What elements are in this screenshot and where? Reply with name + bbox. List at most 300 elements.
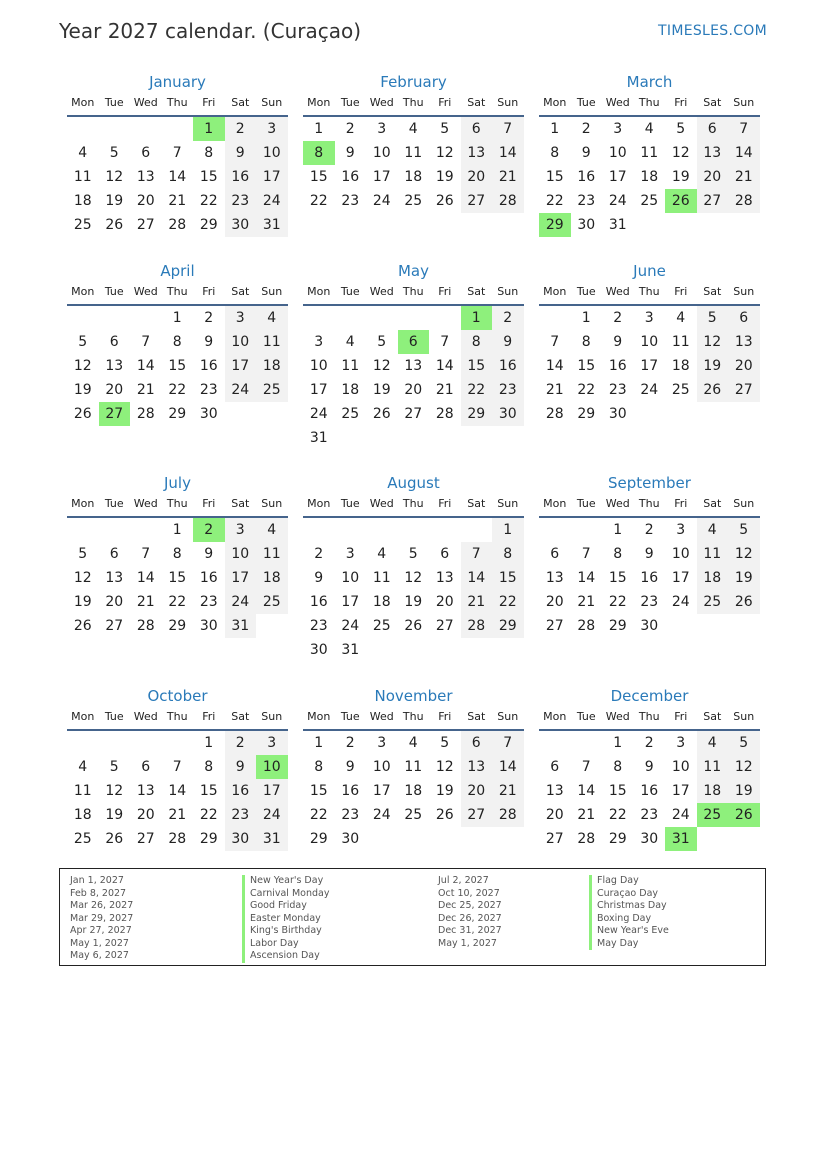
day-cell[interactable]: 21 [461, 590, 493, 614]
day-cell[interactable]: 13 [105, 570, 124, 586]
day-cell[interactable]: 9 [314, 570, 324, 586]
day-cell[interactable]: 11 [697, 542, 729, 566]
day-cell[interactable]: 15 [492, 566, 524, 590]
day-cell[interactable]: 14 [136, 570, 155, 586]
day-cell[interactable]: 16 [640, 570, 659, 586]
day-cell[interactable]: 12 [73, 358, 92, 374]
day-cell[interactable]: 19 [105, 193, 124, 209]
day-cell[interactable]: 6 [461, 117, 493, 141]
day-cell[interactable]: 26 [697, 378, 729, 402]
day-cell[interactable]: 1 [613, 735, 623, 751]
day-cell[interactable]: 17 [256, 165, 288, 189]
day-cell[interactable]: 23 [199, 594, 218, 610]
day-cell[interactable]: 10 [225, 330, 257, 354]
day-cell[interactable]: 21 [492, 165, 524, 189]
day-cell[interactable]: 13 [435, 570, 454, 586]
day-cell[interactable]: 16 [341, 169, 360, 185]
day-cell[interactable]: 16 [341, 783, 360, 799]
day-cell[interactable]: 2 [345, 121, 355, 137]
day-cell[interactable]: 7 [172, 145, 182, 161]
holiday-day-cell[interactable]: 26 [728, 803, 760, 827]
day-cell[interactable]: 6 [440, 546, 450, 562]
day-cell[interactable]: 15 [309, 783, 328, 799]
day-cell[interactable]: 18 [372, 594, 391, 610]
day-cell[interactable]: 18 [671, 358, 690, 374]
day-cell[interactable]: 15 [309, 169, 328, 185]
day-cell[interactable]: 21 [577, 594, 596, 610]
day-cell[interactable]: 8 [613, 546, 623, 562]
day-cell[interactable]: 28 [168, 831, 187, 847]
day-cell[interactable]: 3 [676, 522, 686, 538]
day-cell[interactable]: 25 [73, 831, 92, 847]
day-cell[interactable]: 21 [168, 193, 187, 209]
day-cell[interactable]: 28 [136, 406, 155, 422]
holiday-day-cell[interactable]: 1 [193, 117, 225, 141]
day-cell[interactable]: 15 [199, 783, 218, 799]
day-cell[interactable]: 5 [728, 518, 760, 542]
day-cell[interactable]: 5 [440, 121, 450, 137]
day-cell[interactable]: 20 [105, 594, 124, 610]
day-cell[interactable]: 6 [550, 546, 560, 562]
day-cell[interactable]: 1 [581, 310, 591, 326]
day-cell[interactable]: 21 [728, 165, 760, 189]
day-cell[interactable]: 26 [73, 406, 92, 422]
day-cell[interactable]: 12 [105, 169, 124, 185]
day-cell[interactable]: 29 [577, 406, 596, 422]
day-cell[interactable]: 23 [341, 807, 360, 823]
day-cell[interactable]: 31 [341, 642, 360, 658]
day-cell[interactable]: 19 [372, 382, 391, 398]
day-cell[interactable]: 12 [728, 755, 760, 779]
day-cell[interactable]: 20 [136, 807, 155, 823]
day-cell[interactable]: 29 [309, 831, 328, 847]
day-cell[interactable]: 4 [697, 731, 729, 755]
day-cell[interactable]: 11 [341, 358, 360, 374]
day-cell[interactable]: 6 [550, 759, 560, 775]
day-cell[interactable]: 1 [550, 121, 560, 137]
day-cell[interactable]: 22 [545, 193, 564, 209]
day-cell[interactable]: 9 [225, 141, 257, 165]
day-cell[interactable]: 24 [671, 594, 690, 610]
day-cell[interactable]: 3 [613, 121, 623, 137]
day-cell[interactable]: 12 [697, 330, 729, 354]
day-cell[interactable]: 16 [577, 169, 596, 185]
day-cell[interactable]: 5 [78, 546, 88, 562]
day-cell[interactable]: 23 [225, 189, 257, 213]
day-cell[interactable]: 15 [461, 354, 493, 378]
day-cell[interactable]: 18 [256, 566, 288, 590]
day-cell[interactable]: 12 [105, 783, 124, 799]
day-cell[interactable]: 20 [545, 807, 564, 823]
day-cell[interactable]: 22 [608, 594, 627, 610]
day-cell[interactable]: 28 [168, 217, 187, 233]
day-cell[interactable]: 17 [372, 169, 391, 185]
day-cell[interactable]: 18 [341, 382, 360, 398]
day-cell[interactable]: 19 [435, 169, 454, 185]
day-cell[interactable]: 4 [78, 145, 88, 161]
day-cell[interactable]: 27 [435, 618, 454, 634]
day-cell[interactable]: 12 [73, 570, 92, 586]
day-cell[interactable]: 1 [314, 121, 324, 137]
day-cell[interactable]: 21 [577, 807, 596, 823]
day-cell[interactable]: 22 [608, 807, 627, 823]
day-cell[interactable]: 13 [105, 358, 124, 374]
day-cell[interactable]: 5 [440, 735, 450, 751]
day-cell[interactable]: 4 [697, 518, 729, 542]
day-cell[interactable]: 14 [577, 570, 596, 586]
day-cell[interactable]: 19 [728, 779, 760, 803]
day-cell[interactable]: 27 [136, 217, 155, 233]
day-cell[interactable]: 14 [577, 783, 596, 799]
day-cell[interactable]: 4 [256, 518, 288, 542]
day-cell[interactable]: 10 [640, 334, 659, 350]
day-cell[interactable]: 7 [440, 334, 450, 350]
day-cell[interactable]: 15 [608, 570, 627, 586]
day-cell[interactable]: 11 [640, 145, 659, 161]
day-cell[interactable]: 26 [105, 217, 124, 233]
day-cell[interactable]: 4 [345, 334, 355, 350]
day-cell[interactable]: 5 [697, 306, 729, 330]
day-cell[interactable]: 10 [372, 145, 391, 161]
day-cell[interactable]: 9 [204, 546, 214, 562]
day-cell[interactable]: 25 [671, 382, 690, 398]
day-cell[interactable]: 30 [199, 406, 218, 422]
day-cell[interactable]: 12 [372, 358, 391, 374]
day-cell[interactable]: 12 [671, 145, 690, 161]
day-cell[interactable]: 5 [377, 334, 387, 350]
day-cell[interactable]: 29 [608, 831, 627, 847]
day-cell[interactable]: 12 [435, 759, 454, 775]
day-cell[interactable]: 24 [225, 590, 257, 614]
day-cell[interactable]: 1 [204, 735, 214, 751]
day-cell[interactable]: 6 [728, 306, 760, 330]
day-cell[interactable]: 18 [640, 169, 659, 185]
day-cell[interactable]: 15 [168, 358, 187, 374]
day-cell[interactable]: 25 [256, 378, 288, 402]
day-cell[interactable]: 30 [492, 402, 524, 426]
day-cell[interactable]: 13 [136, 169, 155, 185]
day-cell[interactable]: 22 [461, 378, 493, 402]
day-cell[interactable]: 3 [644, 310, 654, 326]
holiday-day-cell[interactable]: 1 [461, 306, 493, 330]
day-cell[interactable]: 25 [256, 590, 288, 614]
day-cell[interactable]: 9 [225, 755, 257, 779]
day-cell[interactable]: 3 [345, 546, 355, 562]
day-cell[interactable]: 23 [225, 803, 257, 827]
brand-link[interactable]: TIMESLES.COM [658, 23, 767, 39]
day-cell[interactable]: 13 [136, 783, 155, 799]
holiday-day-cell[interactable]: 29 [539, 213, 571, 237]
day-cell[interactable]: 25 [640, 193, 659, 209]
day-cell[interactable]: 26 [372, 406, 391, 422]
day-cell[interactable]: 1 [492, 518, 524, 542]
day-cell[interactable]: 3 [256, 117, 288, 141]
day-cell[interactable]: 25 [404, 807, 423, 823]
day-cell[interactable]: 13 [697, 141, 729, 165]
day-cell[interactable]: 4 [256, 306, 288, 330]
day-cell[interactable]: 25 [697, 590, 729, 614]
day-cell[interactable]: 13 [545, 570, 564, 586]
day-cell[interactable]: 22 [492, 590, 524, 614]
day-cell[interactable]: 24 [671, 807, 690, 823]
day-cell[interactable]: 11 [404, 145, 423, 161]
day-cell[interactable]: 8 [204, 759, 214, 775]
day-cell[interactable]: 28 [492, 803, 524, 827]
day-cell[interactable]: 9 [345, 145, 355, 161]
holiday-day-cell[interactable]: 2 [193, 518, 225, 542]
day-cell[interactable]: 9 [644, 759, 654, 775]
day-cell[interactable]: 11 [671, 334, 690, 350]
day-cell[interactable]: 28 [136, 618, 155, 634]
day-cell[interactable]: 20 [461, 779, 493, 803]
day-cell[interactable]: 7 [492, 731, 524, 755]
day-cell[interactable]: 29 [199, 217, 218, 233]
day-cell[interactable]: 20 [461, 165, 493, 189]
day-cell[interactable]: 17 [309, 382, 328, 398]
day-cell[interactable]: 8 [204, 145, 214, 161]
day-cell[interactable]: 7 [141, 546, 151, 562]
day-cell[interactable]: 27 [728, 378, 760, 402]
day-cell[interactable]: 10 [372, 759, 391, 775]
day-cell[interactable]: 21 [545, 382, 564, 398]
day-cell[interactable]: 2 [204, 310, 214, 326]
day-cell[interactable]: 6 [697, 117, 729, 141]
day-cell[interactable]: 24 [640, 382, 659, 398]
day-cell[interactable]: 7 [581, 546, 591, 562]
day-cell[interactable]: 18 [73, 807, 92, 823]
day-cell[interactable]: 6 [109, 334, 119, 350]
day-cell[interactable]: 14 [545, 358, 564, 374]
day-cell[interactable]: 24 [256, 189, 288, 213]
day-cell[interactable]: 20 [435, 594, 454, 610]
day-cell[interactable]: 19 [404, 594, 423, 610]
day-cell[interactable]: 14 [461, 566, 493, 590]
day-cell[interactable]: 21 [136, 382, 155, 398]
day-cell[interactable]: 15 [199, 169, 218, 185]
day-cell[interactable]: 22 [199, 193, 218, 209]
day-cell[interactable]: 16 [225, 779, 257, 803]
day-cell[interactable]: 14 [435, 358, 454, 374]
day-cell[interactable]: 22 [168, 382, 187, 398]
day-cell[interactable]: 16 [492, 354, 524, 378]
day-cell[interactable]: 4 [78, 759, 88, 775]
day-cell[interactable]: 17 [640, 358, 659, 374]
day-cell[interactable]: 21 [168, 807, 187, 823]
day-cell[interactable]: 25 [341, 406, 360, 422]
day-cell[interactable]: 8 [492, 542, 524, 566]
day-cell[interactable]: 7 [492, 117, 524, 141]
day-cell[interactable]: 2 [345, 735, 355, 751]
day-cell[interactable]: 6 [141, 145, 151, 161]
day-cell[interactable]: 5 [676, 121, 686, 137]
day-cell[interactable]: 29 [168, 618, 187, 634]
day-cell[interactable]: 16 [199, 570, 218, 586]
day-cell[interactable]: 4 [408, 735, 418, 751]
day-cell[interactable]: 26 [404, 618, 423, 634]
day-cell[interactable]: 19 [435, 783, 454, 799]
day-cell[interactable]: 23 [640, 594, 659, 610]
day-cell[interactable]: 27 [545, 618, 564, 634]
day-cell[interactable]: 6 [461, 731, 493, 755]
day-cell[interactable]: 17 [608, 169, 627, 185]
day-cell[interactable]: 30 [640, 831, 659, 847]
day-cell[interactable]: 31 [256, 213, 288, 237]
day-cell[interactable]: 13 [461, 141, 493, 165]
day-cell[interactable]: 24 [225, 378, 257, 402]
day-cell[interactable]: 22 [309, 807, 328, 823]
day-cell[interactable]: 24 [256, 803, 288, 827]
day-cell[interactable]: 19 [105, 807, 124, 823]
day-cell[interactable]: 17 [225, 354, 257, 378]
day-cell[interactable]: 22 [309, 193, 328, 209]
day-cell[interactable]: 1 [172, 522, 182, 538]
day-cell[interactable]: 30 [309, 642, 328, 658]
day-cell[interactable]: 15 [545, 169, 564, 185]
day-cell[interactable]: 19 [671, 169, 690, 185]
day-cell[interactable]: 2 [492, 306, 524, 330]
day-cell[interactable]: 27 [545, 831, 564, 847]
day-cell[interactable]: 8 [613, 759, 623, 775]
day-cell[interactable]: 8 [461, 330, 493, 354]
day-cell[interactable]: 15 [577, 358, 596, 374]
day-cell[interactable]: 17 [256, 779, 288, 803]
day-cell[interactable]: 11 [372, 570, 391, 586]
day-cell[interactable]: 20 [545, 594, 564, 610]
day-cell[interactable]: 5 [408, 546, 418, 562]
day-cell[interactable]: 3 [256, 731, 288, 755]
day-cell[interactable]: 2 [644, 735, 654, 751]
day-cell[interactable]: 12 [404, 570, 423, 586]
day-cell[interactable]: 17 [671, 783, 690, 799]
day-cell[interactable]: 16 [608, 358, 627, 374]
day-cell[interactable]: 30 [199, 618, 218, 634]
day-cell[interactable]: 8 [550, 145, 560, 161]
day-cell[interactable]: 19 [697, 354, 729, 378]
day-cell[interactable]: 26 [435, 193, 454, 209]
day-cell[interactable]: 17 [341, 594, 360, 610]
day-cell[interactable]: 10 [225, 542, 257, 566]
day-cell[interactable]: 9 [613, 334, 623, 350]
day-cell[interactable]: 23 [577, 193, 596, 209]
day-cell[interactable]: 24 [372, 193, 391, 209]
day-cell[interactable]: 14 [492, 141, 524, 165]
day-cell[interactable]: 26 [73, 618, 92, 634]
day-cell[interactable]: 9 [204, 334, 214, 350]
day-cell[interactable]: 27 [105, 618, 124, 634]
day-cell[interactable]: 11 [404, 759, 423, 775]
holiday-day-cell[interactable]: 25 [697, 803, 729, 827]
day-cell[interactable]: 9 [581, 145, 591, 161]
day-cell[interactable]: 7 [172, 759, 182, 775]
day-cell[interactable]: 22 [168, 594, 187, 610]
day-cell[interactable]: 30 [640, 618, 659, 634]
holiday-day-cell[interactable]: 26 [665, 189, 697, 213]
day-cell[interactable]: 20 [105, 382, 124, 398]
day-cell[interactable]: 2 [225, 117, 257, 141]
day-cell[interactable]: 6 [109, 546, 119, 562]
day-cell[interactable]: 14 [728, 141, 760, 165]
day-cell[interactable]: 18 [697, 779, 729, 803]
day-cell[interactable]: 14 [168, 783, 187, 799]
day-cell[interactable]: 27 [697, 189, 729, 213]
day-cell[interactable]: 25 [372, 618, 391, 634]
day-cell[interactable]: 20 [728, 354, 760, 378]
day-cell[interactable]: 7 [728, 117, 760, 141]
day-cell[interactable]: 23 [492, 378, 524, 402]
day-cell[interactable]: 24 [341, 618, 360, 634]
day-cell[interactable]: 17 [225, 566, 257, 590]
day-cell[interactable]: 18 [404, 169, 423, 185]
day-cell[interactable]: 5 [109, 759, 119, 775]
day-cell[interactable]: 16 [199, 358, 218, 374]
day-cell[interactable]: 23 [608, 382, 627, 398]
day-cell[interactable]: 8 [172, 546, 182, 562]
day-cell[interactable]: 12 [435, 145, 454, 161]
day-cell[interactable]: 4 [644, 121, 654, 137]
day-cell[interactable]: 29 [199, 831, 218, 847]
day-cell[interactable]: 15 [608, 783, 627, 799]
day-cell[interactable]: 29 [168, 406, 187, 422]
day-cell[interactable]: 21 [136, 594, 155, 610]
day-cell[interactable]: 30 [608, 406, 627, 422]
day-cell[interactable]: 4 [408, 121, 418, 137]
day-cell[interactable]: 3 [377, 121, 387, 137]
day-cell[interactable]: 7 [550, 334, 560, 350]
day-cell[interactable]: 28 [577, 618, 596, 634]
day-cell[interactable]: 10 [341, 570, 360, 586]
holiday-day-cell[interactable]: 10 [256, 755, 288, 779]
day-cell[interactable]: 26 [435, 807, 454, 823]
day-cell[interactable]: 7 [581, 759, 591, 775]
day-cell[interactable]: 29 [608, 618, 627, 634]
day-cell[interactable]: 23 [640, 807, 659, 823]
day-cell[interactable]: 6 [141, 759, 151, 775]
day-cell[interactable]: 31 [608, 217, 627, 233]
day-cell[interactable]: 4 [377, 546, 387, 562]
day-cell[interactable]: 11 [73, 169, 92, 185]
day-cell[interactable]: 31 [225, 614, 257, 638]
day-cell[interactable]: 3 [314, 334, 324, 350]
holiday-day-cell[interactable]: 27 [99, 402, 131, 426]
day-cell[interactable]: 13 [461, 755, 493, 779]
day-cell[interactable]: 9 [644, 546, 654, 562]
day-cell[interactable]: 5 [78, 334, 88, 350]
day-cell[interactable]: 20 [404, 382, 423, 398]
day-cell[interactable]: 27 [404, 406, 423, 422]
day-cell[interactable]: 2 [644, 522, 654, 538]
day-cell[interactable]: 27 [136, 831, 155, 847]
day-cell[interactable]: 5 [109, 145, 119, 161]
day-cell[interactable]: 28 [492, 189, 524, 213]
day-cell[interactable]: 3 [377, 735, 387, 751]
day-cell[interactable]: 11 [697, 755, 729, 779]
day-cell[interactable]: 22 [577, 382, 596, 398]
day-cell[interactable]: 16 [225, 165, 257, 189]
day-cell[interactable]: 14 [136, 358, 155, 374]
day-cell[interactable]: 2 [314, 546, 324, 562]
day-cell[interactable]: 2 [225, 731, 257, 755]
day-cell[interactable]: 21 [435, 382, 454, 398]
day-cell[interactable]: 31 [256, 827, 288, 851]
day-cell[interactable]: 9 [492, 330, 524, 354]
day-cell[interactable]: 28 [545, 406, 564, 422]
holiday-day-cell[interactable]: 8 [303, 141, 335, 165]
day-cell[interactable]: 26 [105, 831, 124, 847]
day-cell[interactable]: 3 [225, 518, 257, 542]
day-cell[interactable]: 19 [73, 594, 92, 610]
day-cell[interactable]: 28 [435, 406, 454, 422]
day-cell[interactable]: 2 [613, 310, 623, 326]
